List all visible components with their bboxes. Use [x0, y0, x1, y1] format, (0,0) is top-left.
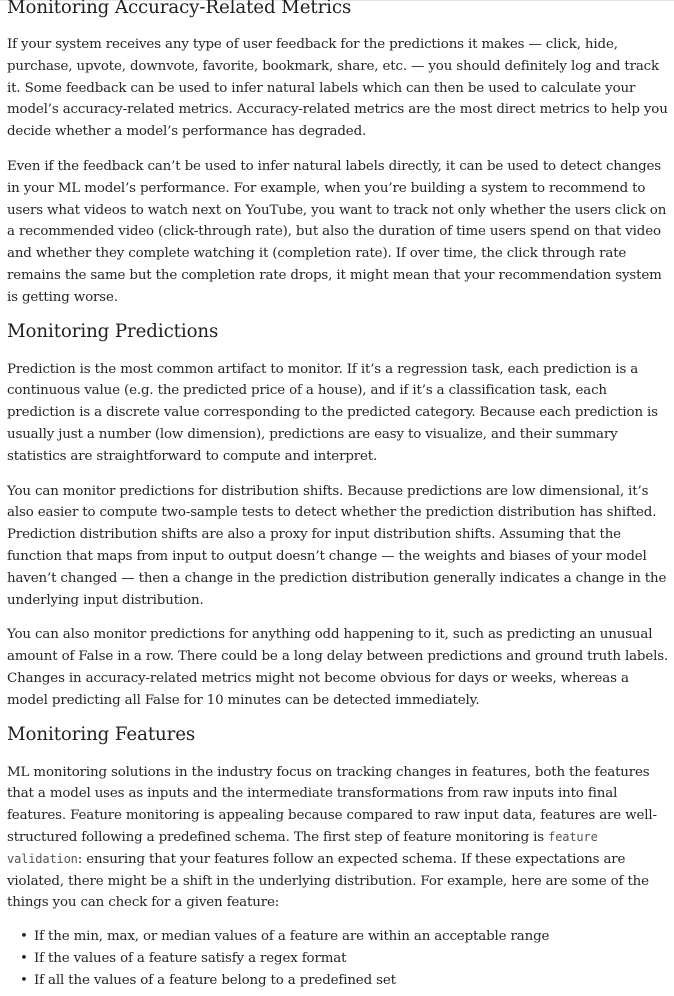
article-body	[7, 0, 673, 991]
paragraph-text: : ensuring that your features follow an expected schema. If these expectations are violated, there might be a shift in the underlying distribution. For example, here are some of the things you can check for a given feature:	[7, 851, 649, 911]
paragraph-text: ML monitoring solutions in the industry focus on tracking changes in features, both the features that a model uses as inputs and the intermediate transformations from raw inputs into final features. Feature monitoring is appealing because compared to raw input data, features are well-structured following a predefined schema. The first step of feature monitoring is	[7, 764, 657, 845]
heading-monitoring-features: Monitoring Features	[7, 723, 196, 745]
heading-accuracy-metrics: Monitoring Accuracy-Related Metrics	[7, 0, 352, 18]
heading-monitoring-predictions: Monitoring Predictions	[7, 320, 219, 342]
code-term: feature validation	[7, 829, 598, 866]
bullet-icon: •	[20, 950, 28, 966]
paragraph: Even if the feedback can’t be used to infer natural labels directly, it can be used to detect changes in your ML model’s performance. For example, when you’re building a system to recommend to users what videos to watch next on YouTube, you want to track not only whether the users click on a recommended video (click-through rate), but also the duration of time users spend on that video and whether they complete watching it (completion rate). If over time, the click through rate remains the same but the completion rate drops, it might mean that your recommendation system is getting worse.	[7, 158, 667, 305]
paragraph: If your system receives any type of user feedback for the predictions it makes — click, hide, purchase, upvote, downvote, favorite, bookmark, share, etc. — you should definitely log and track it. Some feedback can be used to infer natural labels which can then be used to calculate your model’s accuracy-related metrics. Accuracy-related metrics are the most direct metrics to help you decide whether a model’s performance has degraded.	[7, 37, 668, 140]
feature-checks-list	[7, 926, 673, 991]
list-item-text: If the min, max, or median values of a feature are within an acceptable range	[34, 929, 550, 945]
list-item	[20, 970, 673, 992]
paragraph: Prediction is the most common artifact to monitor. If it’s a regression task, each prediction is a continuous value (e.g. the predicted price of a house), and if it’s a classification task, each prediction is a discrete value corresponding to the predicted category. Because each prediction is usually just a number (low dimension), predictions are easy to visualize, and their summary statistics are straightforward to compute and interpret.	[7, 361, 658, 464]
bullet-icon: •	[20, 972, 28, 988]
bullet-icon: •	[20, 929, 28, 945]
list-item-text: If all the values of a feature belong to a predefined set	[34, 972, 396, 988]
list-item-text: If the values of a feature satisfy a regex format	[34, 950, 347, 966]
paragraph	[7, 762, 673, 915]
paragraph: You can monitor predictions for distribution shifts. Because predictions are low dimensional, it’s also easier to compute two-sample tests to detect whether the prediction distribution has shifted. Prediction distribution shifts are also a proxy for input distribution shifts. Assuming that the function that maps from input to output doesn’t change — the weights and biases of your model haven’t changed — then a change in the prediction distribution generally indicates a change in the underlying input distribution.	[7, 483, 667, 608]
paragraph: You can also monitor predictions for anything odd happening to it, such as predicting an unusual amount of False in a row. There could be a long delay between predictions and ground truth labels. Changes in accuracy-related metrics might not become obvious for days or weeks, whereas a model predicting all False for 10 minutes can be detected immediately.	[7, 627, 669, 708]
list-item	[20, 948, 673, 970]
list-item	[20, 926, 673, 948]
